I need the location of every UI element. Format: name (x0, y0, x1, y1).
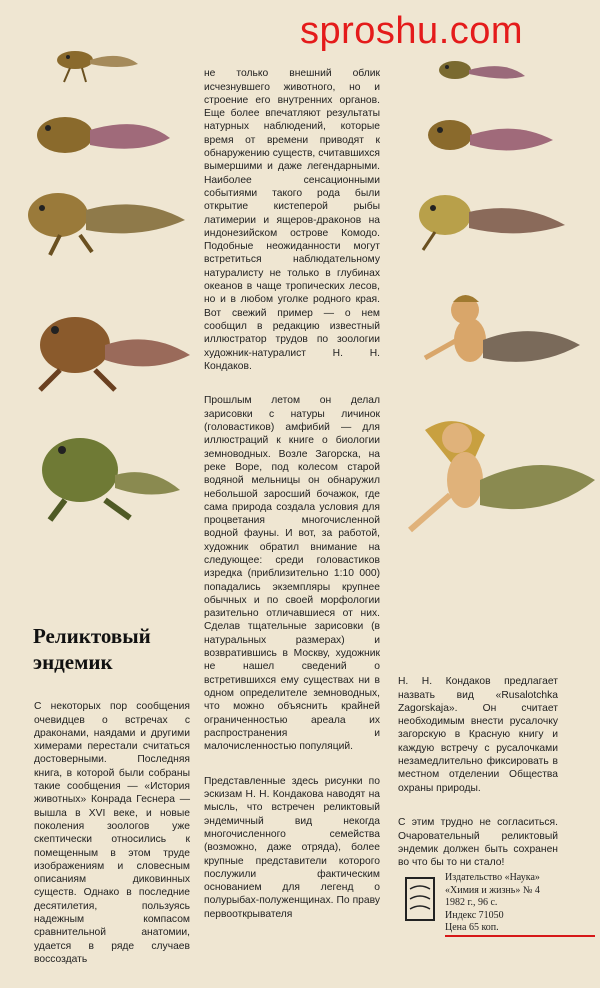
tadpole-small-illustration (57, 51, 138, 82)
tadpole-medium-illustration (37, 117, 170, 153)
tadpole-right-1-illustration (439, 61, 525, 79)
tadpole-right-3-illustration (419, 195, 565, 250)
left-text-column (34, 687, 190, 988)
publisher-block (405, 872, 595, 956)
publisher-info (445, 872, 595, 937)
right-paragraph-2: С этим трудно не согласиться. Очаровательный реликтовый эндемик должен быть сохранен во что бы то ни стало! (398, 817, 558, 869)
tadpole-legs-illustration (28, 193, 185, 255)
publisher-price: Цена 65 коп. (445, 922, 595, 937)
mermaid-illustrations-right (395, 40, 600, 560)
middle-paragraph-1: не только внешний облик исчезнувшего животного, но и строение его внутренних органов. Еще более впечатляют результаты натурных наблюдений, которые время от времени приводят к обнаружению существ, считавшихся вымершими и даже легендарными. Наиболее сенсационными событиями такого рода были открытие кистеперой рыбы латимерии и ящеров-драконов на индонезийском острове Комодо. Подобные неожиданности могут встретиться наблюдательному натуралисту не только в глубинах океанов в чаще тропических лесов, но и в любом уголке родного края. Вот свежий пример — о нем сообщил в редакцию известный иллюстратор трудов по зоологии художник-натуралист Н. Н. Кондаков. (204, 68, 380, 372)
right-text-column (398, 662, 558, 891)
publisher-line-2: «Химия и жизнь» № 4 (445, 884, 540, 896)
frog-illustration (42, 438, 180, 520)
mermaid-young-illustration (425, 295, 580, 362)
tadpole-illustrations-left (20, 30, 200, 530)
left-paragraph-1: С некоторых пор сообщения очевидцев о встречах с драконами, наядами и другими химерами перестали считаться достоверными. Последняя книга, в которой были собраны такие сообщения — «История животных» Конрада Геснера — вышла в XVI веке, и новые поколения зоологов уже скептически относились к помещенным в этом труде изображениям и словесным описаниям диковинных существ. Однако в последние десятилетия, пользуясь надежным компасом сравнительной анатомии, удается в ряде случаев воссоздать (34, 701, 190, 965)
publisher-book-icon (405, 877, 435, 921)
publisher-line-4: Индекс 71050 (445, 909, 504, 921)
watermark: sproshu.com (300, 10, 524, 52)
article-heading: Реликтовый эндемик (33, 624, 151, 674)
middle-paragraph-3: Представленные здесь рисунки по эскизам Н. Н. Кондакова наводят на мысль, что встречен реликтовый эндемичный вид некогда многочисленного семейства (возможно, даже отряда), более крупные представители которого послужили фактическим основанием для легенд о полурыбах-полуженщинах. По праву первооткрывателя (204, 775, 380, 920)
mermaid-adult-illustration (410, 421, 595, 530)
right-paragraph-1: Н. Н. Кондаков предлагает назвать вид «Rusalotchka Zagorskaja». Он считает необходимым внести русалочку загорскую в Красную книгу и каждую встречу с русалочками незамедлительно фиксировать в местном отделении Общества охраны природы. (398, 676, 558, 794)
froglet-illustration (40, 317, 190, 390)
tadpole-right-2-illustration (428, 120, 553, 150)
middle-paragraph-2: Прошлым летом он делал зарисовки с натуры личинок (головастиков) амфибий — для иллюстраций к книге о биологии земноводных. Возле Загорска, на реке Воре, под колесом старой водяной мельницы он обнаружил небольшой заросший бочажок, где сама природа создала условия для процветания многочисленной водной фауны. И вот, за работой, художник обратил внимание на следующее: среди головастиков изредка (приблизительно 1:10 000) попадались экземпляры крупнее обычных и по своей морфологии разительно отличавшиеся от них. Сделав тщательные зарисовки (в натуральных размерах) и возвратившись в Москву, художник не нашел сведений о встретившихся ему существах ни в одном определителе земноводных, что можно объяснить крайней ограниченностью ареала их распространения и малочисленностью популяций. (204, 395, 380, 753)
middle-text-column (204, 54, 380, 942)
publisher-line-1: Издательство «Наука» (445, 872, 540, 883)
publisher-line-3: 1982 г., 96 с. (445, 897, 498, 908)
